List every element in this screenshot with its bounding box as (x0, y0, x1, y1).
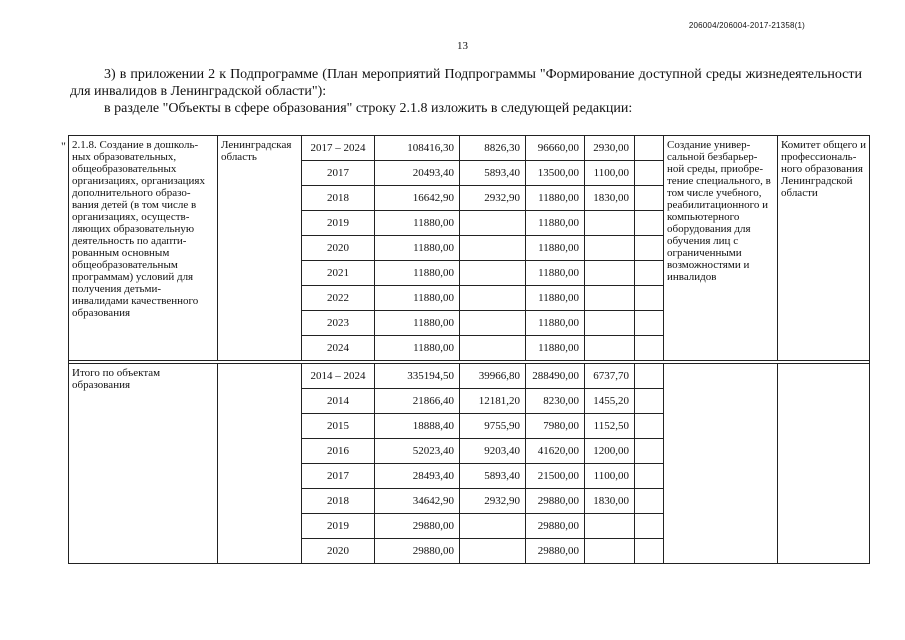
regional-cell: 8230,00 (526, 389, 585, 414)
other-cell (635, 286, 664, 311)
period-cell: 2022 (302, 286, 375, 311)
federal-cell: 12181,20 (460, 389, 526, 414)
row-group-2-1-8 (69, 136, 870, 361)
local-cell: 1100,00 (585, 464, 635, 489)
other-cell (635, 539, 664, 564)
period-cell: 2017 (302, 464, 375, 489)
other-cell (635, 211, 664, 236)
total-cell: 29880,00 (375, 514, 460, 539)
federal-cell: 9203,40 (460, 439, 526, 464)
period-cell: 2023 (302, 311, 375, 336)
other-cell (635, 261, 664, 286)
local-cell: 1830,00 (585, 489, 635, 514)
total-cell: 11880,00 (375, 211, 460, 236)
regional-cell: 11880,00 (526, 311, 585, 336)
local-cell: 1100,00 (585, 161, 635, 186)
other-cell (635, 136, 664, 161)
local-cell (585, 211, 635, 236)
other-cell (635, 489, 664, 514)
period-cell: 2017 (302, 161, 375, 186)
measure-location (218, 364, 302, 564)
other-cell (635, 311, 664, 336)
federal-cell: 2932,90 (460, 489, 526, 514)
local-cell (585, 261, 635, 286)
total-cell: 335194,50 (375, 364, 460, 389)
period-cell: 2021 (302, 261, 375, 286)
period-cell: 2019 (302, 211, 375, 236)
regional-cell: 29880,00 (526, 539, 585, 564)
measure-executor: Комитет общего и профессиональ-ного образования Ленинградской области (778, 136, 870, 361)
local-cell: 1200,00 (585, 439, 635, 464)
federal-cell: 39966,80 (460, 364, 526, 389)
regional-cell: 41620,00 (526, 439, 585, 464)
regional-cell: 11880,00 (526, 286, 585, 311)
federal-cell (460, 514, 526, 539)
measure-goal (664, 364, 778, 564)
local-cell (585, 286, 635, 311)
total-cell: 11880,00 (375, 236, 460, 261)
federal-cell (460, 286, 526, 311)
federal-cell: 5893,40 (460, 161, 526, 186)
period-cell: 2017 – 2024 (302, 136, 375, 161)
page-number: 13 (457, 40, 468, 52)
local-cell: 1152,50 (585, 414, 635, 439)
total-cell: 16642,90 (375, 186, 460, 211)
measure-executor (778, 364, 870, 564)
row-group-total-education (69, 364, 870, 564)
measure-goal: Создание универ-сальной безбарьер-ной среды, приобре-тение специального, в том числе учебного, реабилитационного и компьютерного оборудования для обучения лиц с ограниченными возможностями и инвалидов (664, 136, 778, 361)
period-cell: 2020 (302, 236, 375, 261)
measure-description: 2.1.8. Создание в дошколь-ных образовательных, общеобразовательных организациях, организациях дополнительного образо-вания детей (в том числе в организациях, осуществ-ляющих образовательную деятельность по адапти-рованным основным общеобразовательным программам) условий для получения детьми-инвалидами качественного образования (69, 136, 218, 361)
regional-cell: 11880,00 (526, 211, 585, 236)
amendment-instruction: в разделе "Объекты в сфере образования" строку 2.1.8 изложить в следующей редакции: (104, 101, 633, 116)
regional-cell: 13500,00 (526, 161, 585, 186)
federal-cell (460, 336, 526, 361)
other-cell (635, 186, 664, 211)
local-cell (585, 514, 635, 539)
total-cell: 52023,40 (375, 439, 460, 464)
period-cell: 2015 (302, 414, 375, 439)
total-cell: 11880,00 (375, 286, 460, 311)
period-cell: 2018 (302, 489, 375, 514)
opening-quote-mark: " (61, 139, 66, 153)
total-cell: 28493,40 (375, 464, 460, 489)
period-cell: 2024 (302, 336, 375, 361)
federal-cell: 9755,90 (460, 414, 526, 439)
total-cell: 20493,40 (375, 161, 460, 186)
total-cell: 11880,00 (375, 261, 460, 286)
other-cell (635, 414, 664, 439)
measure-description: Итого по объектам образования (69, 364, 218, 564)
federal-cell: 5893,40 (460, 464, 526, 489)
federal-cell (460, 236, 526, 261)
federal-cell: 2932,90 (460, 186, 526, 211)
document-id: 206004/206004-2017-21358(1) (688, 21, 805, 30)
regional-cell: 288490,00 (526, 364, 585, 389)
other-cell (635, 161, 664, 186)
local-cell: 1455,20 (585, 389, 635, 414)
federal-cell (460, 539, 526, 564)
measures-table (68, 135, 870, 564)
regional-cell: 11880,00 (526, 261, 585, 286)
period-cell: 2016 (302, 439, 375, 464)
federal-cell (460, 211, 526, 236)
local-cell: 1830,00 (585, 186, 635, 211)
total-cell: 21866,40 (375, 389, 460, 414)
regional-cell: 7980,00 (526, 414, 585, 439)
other-cell (635, 439, 664, 464)
other-cell (635, 464, 664, 489)
local-cell (585, 539, 635, 564)
total-cell: 108416,30 (375, 136, 460, 161)
regional-cell: 29880,00 (526, 489, 585, 514)
period-cell: 2014 (302, 389, 375, 414)
federal-cell (460, 261, 526, 286)
regional-cell: 96660,00 (526, 136, 585, 161)
other-cell (635, 364, 664, 389)
table-row (69, 364, 870, 389)
local-cell: 2930,00 (585, 136, 635, 161)
other-cell (635, 389, 664, 414)
other-cell (635, 236, 664, 261)
local-cell (585, 236, 635, 261)
table-row (69, 136, 870, 161)
local-cell (585, 311, 635, 336)
regional-cell: 11880,00 (526, 336, 585, 361)
total-cell: 11880,00 (375, 336, 460, 361)
regional-cell: 29880,00 (526, 514, 585, 539)
local-cell (585, 336, 635, 361)
period-cell: 2014 – 2024 (302, 364, 375, 389)
total-cell: 11880,00 (375, 311, 460, 336)
regional-cell: 21500,00 (526, 464, 585, 489)
other-cell (635, 336, 664, 361)
period-cell: 2019 (302, 514, 375, 539)
period-cell: 2020 (302, 539, 375, 564)
period-cell: 2018 (302, 186, 375, 211)
total-cell: 18888,40 (375, 414, 460, 439)
regional-cell: 11880,00 (526, 186, 585, 211)
regional-cell: 11880,00 (526, 236, 585, 261)
federal-cell (460, 311, 526, 336)
federal-cell: 8826,30 (460, 136, 526, 161)
total-cell: 34642,90 (375, 489, 460, 514)
amendment-paragraph: 3) в приложении 2 к Подпрограмме (План мероприятий Подпрограммы "Формирование доступной среды жизнедеятельности для инвалидов в Ленинградской области"): (70, 67, 862, 99)
measure-location: Ленинградская область (218, 136, 302, 361)
local-cell: 6737,70 (585, 364, 635, 389)
total-cell: 29880,00 (375, 539, 460, 564)
other-cell (635, 514, 664, 539)
